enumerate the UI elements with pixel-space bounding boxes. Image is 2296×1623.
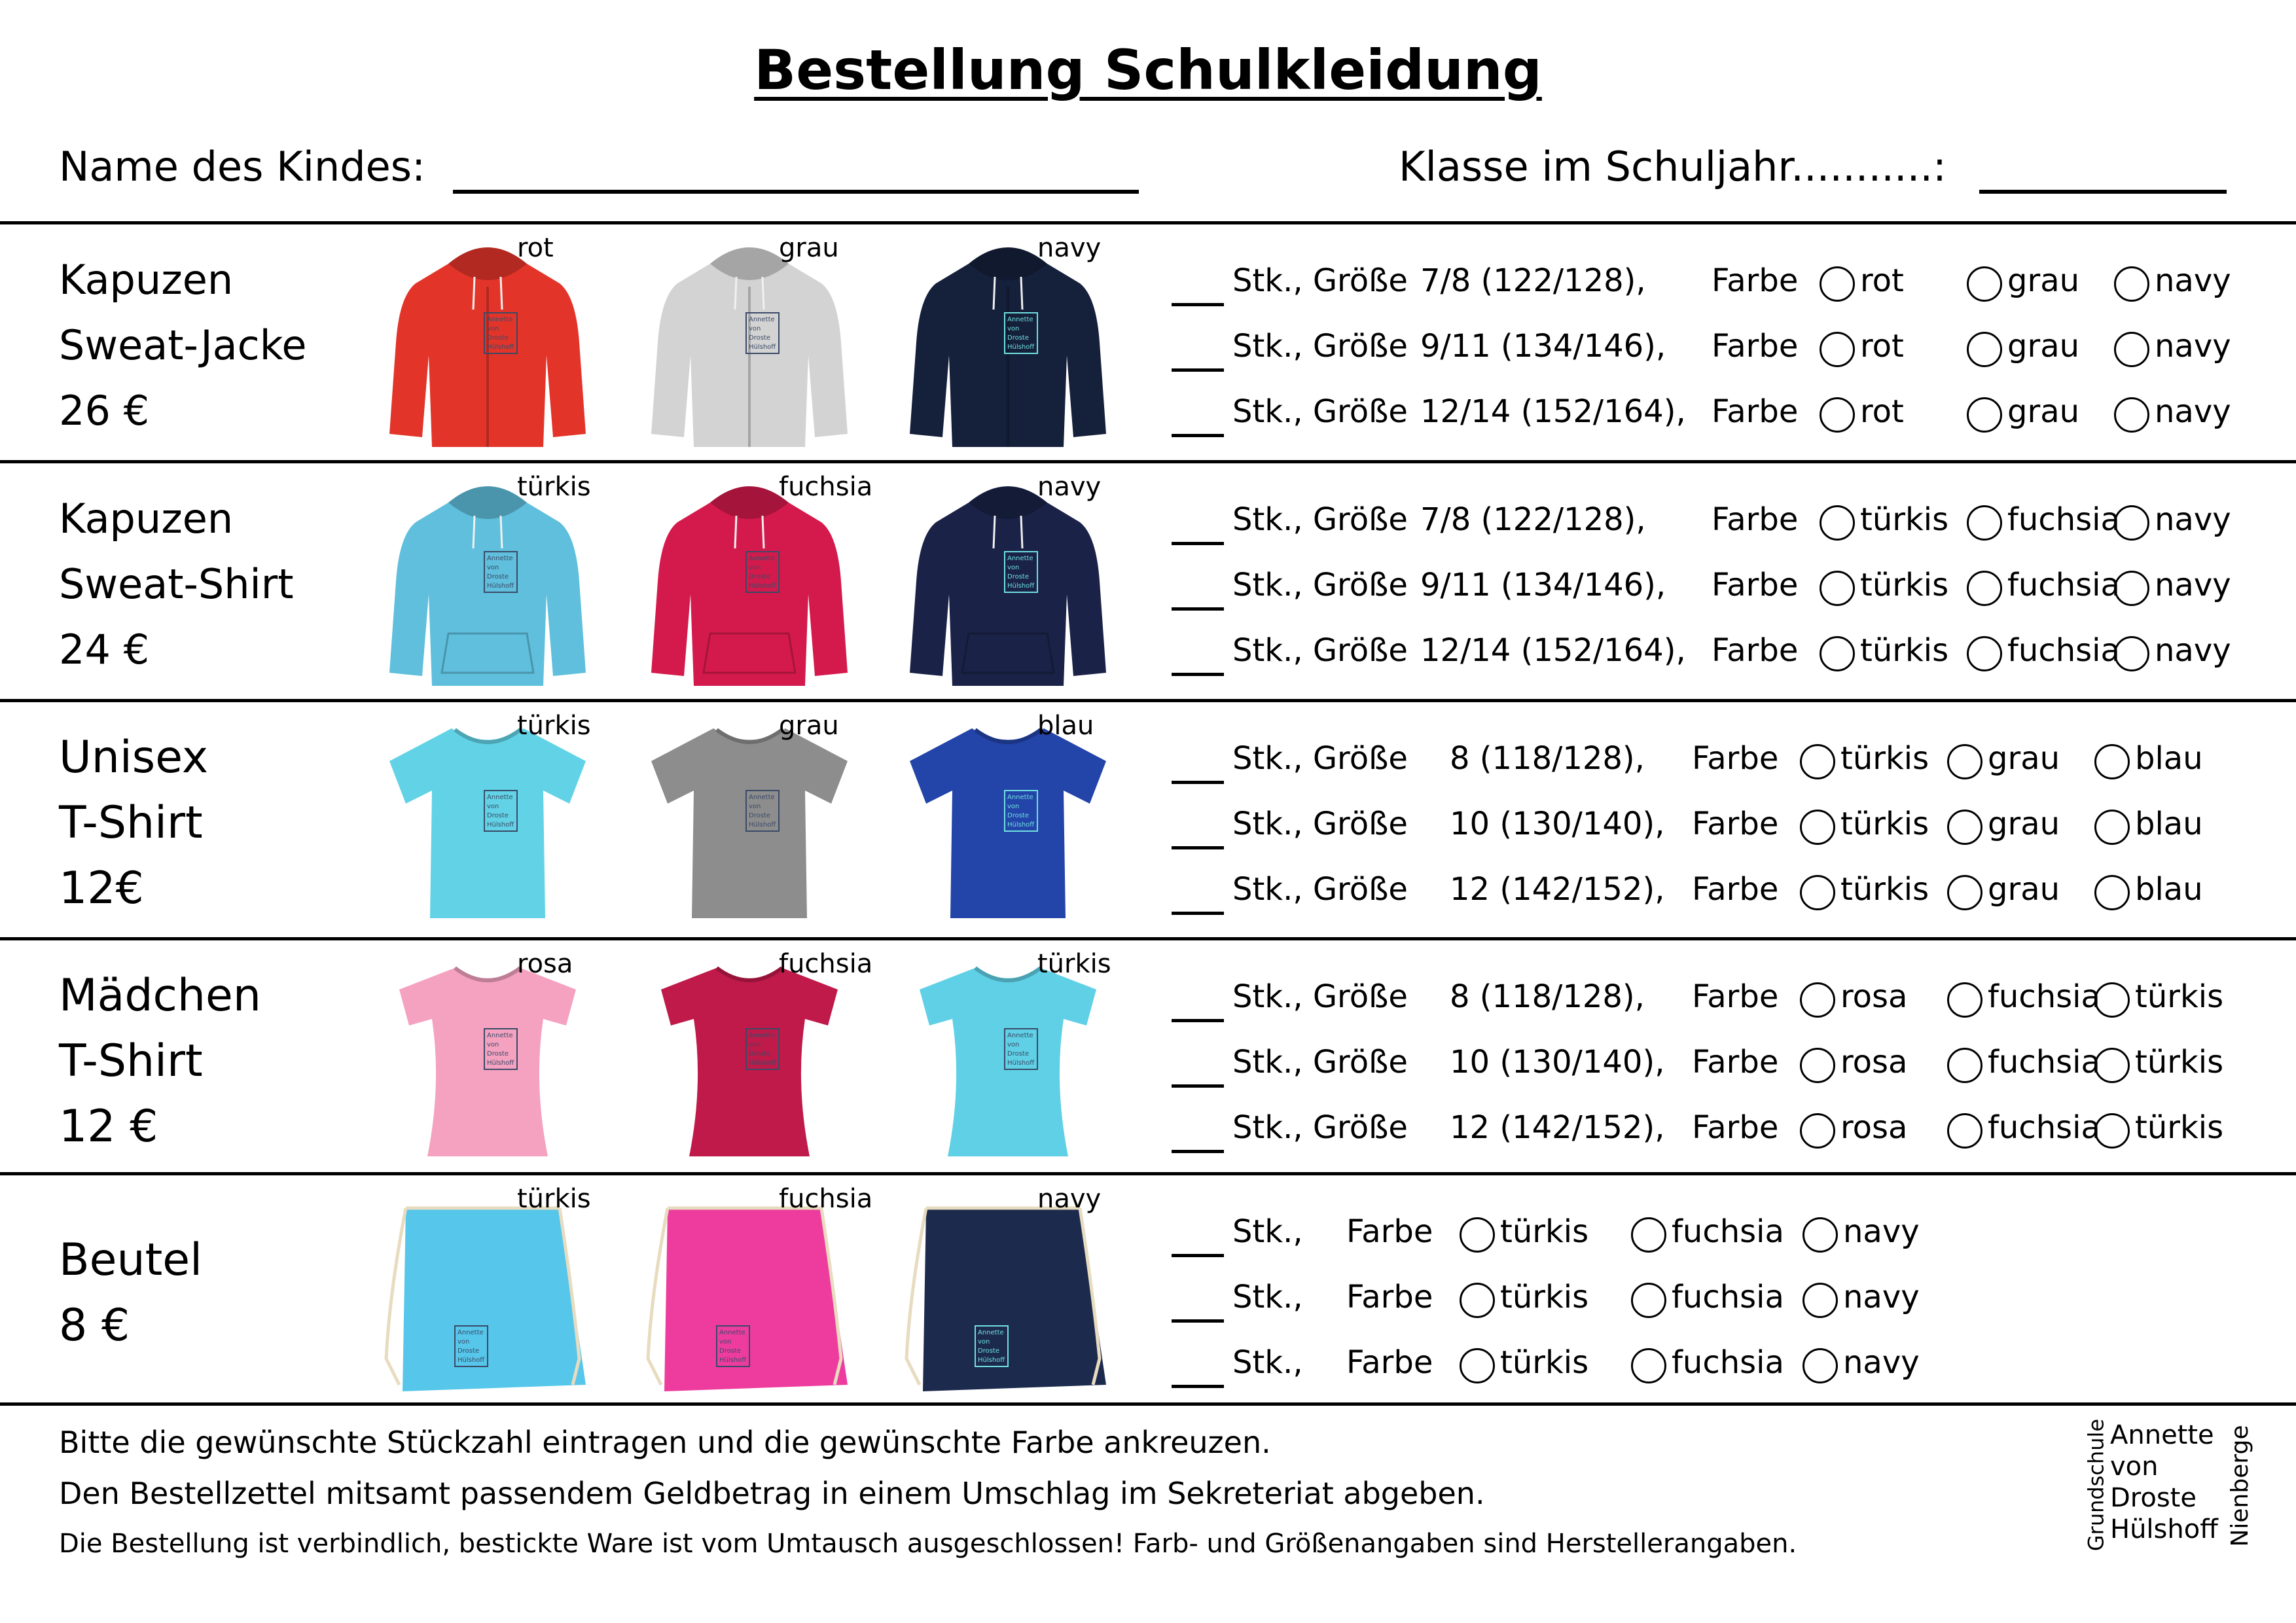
embroidery-text: Hülshoff bbox=[749, 582, 776, 590]
embroidery-text: von bbox=[749, 325, 761, 332]
logo-line: Droste bbox=[2110, 1483, 2197, 1513]
footer-disclaimer: Die Bestellung ist verbindlich, bestickte Ware ist vom Umtausch ausgeschlossen! Farb- und Größenangaben sind Herstellerangaben. bbox=[59, 1529, 1797, 1559]
color-option-radio[interactable] bbox=[1947, 875, 1982, 910]
quantity-size-label: Stk., Größe bbox=[1232, 328, 1408, 365]
page-title: Bestellung Schulkleidung bbox=[754, 38, 1542, 102]
color-option-label: türkis bbox=[2135, 1109, 2224, 1146]
drawstring bbox=[473, 516, 475, 548]
drawstring bbox=[994, 516, 995, 548]
embroidery-text: Annette bbox=[749, 555, 775, 562]
color-option-radio[interactable] bbox=[2114, 266, 2149, 302]
color-option-label: rot bbox=[1860, 328, 1904, 365]
body-shape bbox=[403, 1208, 586, 1391]
garment-color-label: fuchsia bbox=[779, 949, 873, 979]
color-option-label: türkis bbox=[1860, 501, 1949, 538]
quantity-size-label: Stk., Größe bbox=[1232, 1044, 1408, 1080]
product-name-line: T-Shirt bbox=[59, 797, 203, 849]
color-option-label: grau bbox=[1988, 806, 2060, 842]
embroidery-text: von bbox=[719, 1338, 732, 1346]
garment-color-label: rot bbox=[517, 233, 554, 263]
quantity-field[interactable] bbox=[1172, 1084, 1224, 1088]
quantity-field[interactable] bbox=[1172, 1150, 1224, 1153]
embroidery-text: Annette bbox=[749, 794, 775, 801]
embroidery-text: Hülshoff bbox=[978, 1357, 1005, 1364]
quantity-field[interactable] bbox=[1172, 607, 1224, 611]
quantity-field[interactable] bbox=[1172, 673, 1224, 676]
logo-vertical-left: Grundschule bbox=[2083, 1418, 2109, 1552]
color-option-radio[interactable] bbox=[1947, 744, 1982, 779]
embroidery-text: Droste bbox=[487, 573, 509, 580]
quantity-size-label: Stk., Größe bbox=[1232, 806, 1408, 842]
color-option-label: fuchsia bbox=[1672, 1344, 1784, 1381]
embroidery-text: Annette bbox=[1007, 316, 1033, 323]
bag-cord bbox=[386, 1208, 406, 1385]
embroidery-text: Hülshoff bbox=[1007, 1060, 1035, 1067]
product-name-line: 8 € bbox=[59, 1300, 130, 1351]
embroidery-text: Hülshoff bbox=[1007, 344, 1035, 351]
drawstring bbox=[473, 277, 475, 310]
color-option-radio[interactable] bbox=[1800, 810, 1835, 845]
embroidery-text: von bbox=[749, 1041, 761, 1048]
color-label: Farbe bbox=[1692, 806, 1779, 842]
color-label: Farbe bbox=[1712, 328, 1799, 365]
product-section bbox=[0, 221, 2296, 457]
color-option-radio[interactable] bbox=[1820, 332, 1855, 367]
garment-color-label: rosa bbox=[517, 949, 573, 979]
product-section bbox=[0, 699, 2296, 935]
embroidery-text: Droste bbox=[1007, 573, 1029, 580]
quantity-size-label: Stk., bbox=[1232, 1344, 1303, 1381]
product-name bbox=[59, 486, 294, 683]
body-shape bbox=[664, 1208, 848, 1391]
garment-image-girl-tshirt bbox=[638, 954, 861, 1163]
garment-color-label: navy bbox=[1037, 233, 1102, 263]
garment-image-bag bbox=[897, 1188, 1119, 1398]
embroidery-text: von bbox=[1007, 325, 1020, 332]
embroidery-text: von bbox=[1007, 564, 1020, 571]
color-label: Farbe bbox=[1712, 393, 1799, 430]
color-label: Farbe bbox=[1692, 871, 1779, 908]
drawstring bbox=[501, 516, 502, 548]
color-option-label: rosa bbox=[1840, 978, 1908, 1015]
quantity-field[interactable] bbox=[1172, 1019, 1224, 1022]
embroidery-text: Hülshoff bbox=[1007, 821, 1035, 829]
quantity-field[interactable] bbox=[1172, 303, 1224, 306]
color-option-label: navy bbox=[2155, 632, 2231, 669]
color-option-radio[interactable] bbox=[1947, 1113, 1982, 1149]
color-option-radio[interactable] bbox=[2114, 571, 2149, 606]
product-name-line: Sweat-Shirt bbox=[59, 560, 294, 608]
product-name-line: Kapuzen bbox=[59, 495, 234, 543]
color-option-radio[interactable] bbox=[2114, 332, 2149, 367]
bag-cord bbox=[906, 1208, 926, 1385]
embroidery-text: Hülshoff bbox=[1007, 582, 1035, 590]
embroidery-text: Droste bbox=[487, 812, 509, 819]
product-name bbox=[59, 1228, 202, 1359]
product-name-line: 24 € bbox=[59, 626, 150, 673]
color-option-label: rosa bbox=[1840, 1044, 1908, 1080]
embroidery-text: Droste bbox=[457, 1347, 479, 1355]
drawstring bbox=[762, 516, 764, 548]
embroidery-text: Hülshoff bbox=[457, 1357, 485, 1364]
quantity-size-label: Stk., Größe bbox=[1232, 1109, 1408, 1146]
color-option-radio[interactable] bbox=[1967, 397, 2002, 433]
garment-color-label: navy bbox=[1037, 1184, 1102, 1214]
color-option-label: grau bbox=[2007, 328, 2080, 365]
drawstring bbox=[735, 516, 736, 548]
quantity-size-label: Stk., Größe bbox=[1232, 393, 1408, 430]
embroidery-text: von bbox=[749, 564, 761, 571]
embroidery-text: Droste bbox=[1007, 1050, 1029, 1058]
embroidery-text: Annette bbox=[1007, 555, 1033, 562]
garment-image-tshirt bbox=[376, 715, 599, 925]
embroidery-text: Annette bbox=[487, 794, 513, 801]
garment-image-hoodie bbox=[376, 476, 599, 686]
color-option-radio[interactable] bbox=[2094, 982, 2130, 1018]
quantity-size-label: Stk., Größe bbox=[1232, 501, 1408, 538]
color-option-label: navy bbox=[1843, 1213, 1920, 1250]
color-label: Farbe bbox=[1346, 1213, 1433, 1250]
color-option-label: grau bbox=[2007, 262, 2080, 299]
embroidery-text: Annette bbox=[719, 1329, 745, 1336]
color-option-label: grau bbox=[1988, 871, 2060, 908]
size-label: 8 (118/128), bbox=[1450, 740, 1645, 777]
color-label: Farbe bbox=[1692, 978, 1779, 1015]
size-label: 10 (130/140), bbox=[1450, 806, 1665, 842]
embroidery-text: von bbox=[1007, 803, 1020, 810]
color-option-label: türkis bbox=[1840, 740, 1929, 777]
embroidery-text: Droste bbox=[749, 1050, 770, 1058]
logo-vertical-right: Nienberge bbox=[2227, 1425, 2253, 1547]
product-name-line: Kapuzen bbox=[59, 256, 234, 304]
color-option-radio[interactable] bbox=[2114, 505, 2149, 541]
color-label: Farbe bbox=[1712, 262, 1799, 299]
color-label: Farbe bbox=[1692, 740, 1779, 777]
color-option-label: türkis bbox=[1860, 632, 1949, 669]
child-name-field[interactable] bbox=[453, 190, 1139, 194]
color-option-radio[interactable] bbox=[1820, 397, 1855, 433]
embroidery-text: Hülshoff bbox=[487, 821, 514, 829]
color-option-label: türkis bbox=[1840, 806, 1929, 842]
color-option-radio[interactable] bbox=[1947, 982, 1982, 1018]
size-label: 10 (130/140), bbox=[1450, 1044, 1665, 1080]
size-label: 12/14 (152/164), bbox=[1420, 632, 1686, 669]
size-label: 12/14 (152/164), bbox=[1420, 393, 1686, 430]
garment-color-label: grau bbox=[779, 711, 839, 741]
embroidery-text: Droste bbox=[1007, 334, 1029, 342]
embroidery-text: Annette bbox=[978, 1329, 1004, 1336]
color-option-label: türkis bbox=[1500, 1279, 1589, 1315]
color-option-label: türkis bbox=[1840, 871, 1929, 908]
product-section bbox=[0, 937, 2296, 1173]
garment-color-label: türkis bbox=[1037, 949, 1111, 979]
garment-color-label: blau bbox=[1037, 711, 1094, 741]
size-label: 8 (118/128), bbox=[1450, 978, 1645, 1015]
quantity-size-label: Stk., bbox=[1232, 1213, 1303, 1250]
embroidery-text: Annette bbox=[749, 316, 775, 323]
size-label: 12 (142/152), bbox=[1450, 871, 1665, 908]
product-name bbox=[59, 963, 261, 1160]
embroidery-text: Hülshoff bbox=[487, 1060, 514, 1067]
embroidery-text: von bbox=[978, 1338, 990, 1346]
embroidery-text: Hülshoff bbox=[487, 582, 514, 590]
color-option-label: blau bbox=[2135, 740, 2203, 777]
color-option-radio[interactable] bbox=[1800, 875, 1835, 910]
color-option-label: fuchsia bbox=[1672, 1213, 1784, 1250]
embroidery-text: von bbox=[749, 803, 761, 810]
product-name bbox=[59, 725, 208, 921]
body-shape bbox=[910, 503, 1106, 686]
color-option-radio[interactable] bbox=[1631, 1283, 1666, 1318]
color-option-label: fuchsia bbox=[1988, 1044, 2100, 1080]
color-option-label: blau bbox=[2135, 806, 2203, 842]
quantity-field[interactable] bbox=[1172, 912, 1224, 915]
color-option-radio[interactable] bbox=[1967, 636, 2002, 671]
embroidery-text: Annette bbox=[487, 1032, 513, 1039]
color-option-radio[interactable] bbox=[2094, 1113, 2130, 1149]
color-option-label: navy bbox=[2155, 262, 2231, 299]
color-option-radio[interactable] bbox=[1460, 1348, 1495, 1383]
garment-color-label: türkis bbox=[517, 1184, 591, 1214]
product-name-line: 12€ bbox=[59, 863, 144, 914]
garment-image-tshirt bbox=[638, 715, 861, 925]
color-option-label: fuchsia bbox=[1988, 978, 2100, 1015]
color-option-label: fuchsia bbox=[2007, 501, 2120, 538]
color-option-label: türkis bbox=[1860, 567, 1949, 603]
quantity-field[interactable] bbox=[1172, 1254, 1224, 1257]
embroidery-text: Annette bbox=[1007, 1032, 1033, 1039]
embroidery-text: Hülshoff bbox=[487, 344, 514, 351]
color-label: Farbe bbox=[1712, 567, 1799, 603]
quantity-size-label: Stk., Größe bbox=[1232, 871, 1408, 908]
color-option-radio[interactable] bbox=[1460, 1283, 1495, 1318]
color-option-label: türkis bbox=[1500, 1213, 1589, 1250]
color-label: Farbe bbox=[1692, 1109, 1779, 1146]
color-option-radio[interactable] bbox=[1800, 1113, 1835, 1149]
embroidery-text: Hülshoff bbox=[749, 344, 776, 351]
color-option-radio[interactable] bbox=[1631, 1348, 1666, 1383]
embroidery-text: Annette bbox=[457, 1329, 484, 1336]
embroidery-text: Droste bbox=[749, 334, 770, 342]
color-option-radio[interactable] bbox=[1967, 266, 2002, 302]
color-option-radio[interactable] bbox=[1967, 505, 2002, 541]
size-label: 7/8 (122/128), bbox=[1420, 501, 1646, 538]
logo-line: von bbox=[2110, 1452, 2159, 1482]
color-option-radio[interactable] bbox=[1967, 332, 2002, 367]
garment-image-hoodie bbox=[638, 476, 861, 686]
size-label: 12 (142/152), bbox=[1450, 1109, 1665, 1146]
embroidery-text: Droste bbox=[1007, 812, 1029, 819]
color-label: Farbe bbox=[1712, 632, 1799, 669]
embroidery-text: Droste bbox=[487, 1050, 509, 1058]
color-option-label: grau bbox=[1988, 740, 2060, 777]
quantity-size-label: Stk., bbox=[1232, 1279, 1303, 1315]
color-option-label: navy bbox=[1843, 1279, 1920, 1315]
color-option-radio[interactable] bbox=[1967, 571, 2002, 606]
garment-image-zip-hoodie bbox=[376, 238, 599, 447]
color-option-label: blau bbox=[2135, 871, 2203, 908]
color-option-radio[interactable] bbox=[2094, 1048, 2130, 1083]
logo-line: Annette bbox=[2110, 1420, 2214, 1450]
color-option-radio[interactable] bbox=[1803, 1283, 1838, 1318]
product-name bbox=[59, 247, 307, 444]
color-option-label: fuchsia bbox=[2007, 567, 2120, 603]
drawstring bbox=[762, 277, 764, 310]
color-option-radio[interactable] bbox=[1820, 505, 1855, 541]
product-name-line: Mädchen bbox=[59, 970, 261, 1022]
quantity-size-label: Stk., Größe bbox=[1232, 632, 1408, 669]
color-option-radio[interactable] bbox=[1947, 810, 1982, 845]
product-name-line: Beutel bbox=[59, 1234, 202, 1286]
footer-instruction-2: Den Bestellzettel mitsamt passendem Geldbetrag in einem Umschlag im Sekreteriat abgeben. bbox=[59, 1476, 1485, 1511]
garment-color-label: grau bbox=[779, 233, 839, 263]
quantity-field[interactable] bbox=[1172, 1385, 1224, 1388]
embroidery-text: Annette bbox=[1007, 794, 1033, 801]
color-option-label: türkis bbox=[2135, 1044, 2224, 1080]
color-option-label: rot bbox=[1860, 393, 1904, 430]
color-option-radio[interactable] bbox=[1800, 982, 1835, 1018]
color-option-label: türkis bbox=[2135, 978, 2224, 1015]
product-name-line: 12 € bbox=[59, 1101, 158, 1152]
product-name-line: 26 € bbox=[59, 387, 150, 435]
logo-line: Hülshoff bbox=[2110, 1514, 2218, 1544]
garment-image-tshirt bbox=[897, 715, 1119, 925]
product-name-line: T-Shirt bbox=[59, 1035, 203, 1087]
drawstring bbox=[1021, 277, 1022, 310]
drawstring bbox=[501, 277, 502, 310]
color-option-label: navy bbox=[2155, 567, 2231, 603]
color-option-label: rosa bbox=[1840, 1109, 1908, 1146]
color-option-radio[interactable] bbox=[1947, 1048, 1982, 1083]
garment-image-hoodie bbox=[897, 476, 1119, 686]
embroidery-text: von bbox=[487, 564, 499, 571]
color-option-label: navy bbox=[2155, 501, 2231, 538]
garment-image-girl-tshirt bbox=[897, 954, 1119, 1163]
size-label: 7/8 (122/128), bbox=[1420, 262, 1646, 299]
color-label: Farbe bbox=[1346, 1279, 1433, 1315]
quantity-size-label: Stk., Größe bbox=[1232, 978, 1408, 1015]
product-section bbox=[0, 460, 2296, 696]
embroidery-text: Droste bbox=[749, 812, 770, 819]
body-shape bbox=[651, 503, 848, 686]
garment-color-label: navy bbox=[1037, 472, 1102, 502]
embroidery-text: Annette bbox=[749, 1032, 775, 1039]
color-option-radio[interactable] bbox=[2114, 636, 2149, 671]
embroidery-text: Droste bbox=[719, 1347, 741, 1355]
quantity-field[interactable] bbox=[1172, 368, 1224, 372]
embroidery-text: Droste bbox=[487, 334, 509, 342]
child-name-label: Name des Kindes: bbox=[59, 143, 425, 190]
product-section bbox=[0, 1172, 2296, 1408]
color-option-label: fuchsia bbox=[1672, 1279, 1784, 1315]
garment-color-label: fuchsia bbox=[779, 472, 873, 502]
color-label: Farbe bbox=[1346, 1344, 1433, 1381]
embroidery-text: Droste bbox=[978, 1347, 999, 1355]
color-option-radio[interactable] bbox=[1800, 744, 1835, 779]
garment-color-label: türkis bbox=[517, 711, 591, 741]
footer-instruction-1: Bitte die gewünschte Stückzahl eintragen und die gewünschte Farbe ankreuzen. bbox=[59, 1425, 1271, 1460]
color-option-label: fuchsia bbox=[1988, 1109, 2100, 1146]
drawstring bbox=[735, 277, 736, 310]
product-name-line: Sweat-Jacke bbox=[59, 321, 307, 369]
color-option-label: rot bbox=[1860, 262, 1904, 299]
color-option-radio[interactable] bbox=[1820, 636, 1855, 671]
color-option-radio[interactable] bbox=[1803, 1348, 1838, 1383]
color-option-radio[interactable] bbox=[1803, 1217, 1838, 1253]
embroidery-text: von bbox=[487, 803, 499, 810]
quantity-field[interactable] bbox=[1172, 542, 1224, 545]
color-option-radio[interactable] bbox=[1460, 1217, 1495, 1253]
bag-cord bbox=[648, 1208, 668, 1385]
quantity-field[interactable] bbox=[1172, 1319, 1224, 1323]
color-option-radio[interactable] bbox=[2094, 744, 2130, 779]
garment-image-bag bbox=[376, 1188, 599, 1398]
embroidery-text: Droste bbox=[749, 573, 770, 580]
color-label: Farbe bbox=[1692, 1044, 1779, 1080]
quantity-size-label: Stk., Größe bbox=[1232, 262, 1408, 299]
embroidery-text: Hülshoff bbox=[719, 1357, 747, 1364]
class-label: Klasse im Schuljahr...........: bbox=[1399, 143, 1946, 190]
garment-image-bag bbox=[638, 1188, 861, 1398]
color-option-radio[interactable] bbox=[1631, 1217, 1666, 1253]
garment-color-label: türkis bbox=[517, 472, 591, 502]
color-option-radio[interactable] bbox=[2094, 875, 2130, 910]
color-option-radio[interactable] bbox=[2094, 810, 2130, 845]
quantity-field[interactable] bbox=[1172, 846, 1224, 849]
embroidery-text: von bbox=[487, 1041, 499, 1048]
embroidery-text: Annette bbox=[487, 555, 513, 562]
class-field[interactable] bbox=[1979, 190, 2227, 194]
color-option-radio[interactable] bbox=[1820, 266, 1855, 302]
color-option-label: navy bbox=[2155, 328, 2231, 365]
quantity-field[interactable] bbox=[1172, 434, 1224, 437]
embroidery-text: Hülshoff bbox=[749, 821, 776, 829]
body-shape bbox=[923, 1208, 1106, 1391]
color-option-radio[interactable] bbox=[1800, 1048, 1835, 1083]
garment-image-zip-hoodie bbox=[638, 238, 861, 447]
body-shape bbox=[389, 503, 586, 686]
garment-image-girl-tshirt bbox=[376, 954, 599, 1163]
embroidery-text: Annette bbox=[487, 316, 513, 323]
color-option-label: türkis bbox=[1500, 1344, 1589, 1381]
school-logo bbox=[2081, 1420, 2258, 1571]
quantity-field[interactable] bbox=[1172, 781, 1224, 784]
quantity-size-label: Stk., Größe bbox=[1232, 567, 1408, 603]
product-name-line: Unisex bbox=[59, 732, 209, 783]
color-option-label: grau bbox=[2007, 393, 2080, 430]
color-option-label: fuchsia bbox=[2007, 632, 2120, 669]
drawstring bbox=[994, 277, 995, 310]
color-option-label: navy bbox=[1843, 1344, 1920, 1381]
size-label: 9/11 (134/146), bbox=[1420, 567, 1666, 603]
size-label: 9/11 (134/146), bbox=[1420, 328, 1666, 365]
embroidery-text: von bbox=[487, 325, 499, 332]
embroidery-text: von bbox=[457, 1338, 470, 1346]
drawstring bbox=[1021, 516, 1022, 548]
garment-image-zip-hoodie bbox=[897, 238, 1119, 447]
embroidery-text: Hülshoff bbox=[749, 1060, 776, 1067]
color-option-label: navy bbox=[2155, 393, 2231, 430]
color-option-radio[interactable] bbox=[1820, 571, 1855, 606]
color-label: Farbe bbox=[1712, 501, 1799, 538]
embroidery-text: von bbox=[1007, 1041, 1020, 1048]
color-option-radio[interactable] bbox=[2114, 397, 2149, 433]
garment-color-label: fuchsia bbox=[779, 1184, 873, 1214]
quantity-size-label: Stk., Größe bbox=[1232, 740, 1408, 777]
